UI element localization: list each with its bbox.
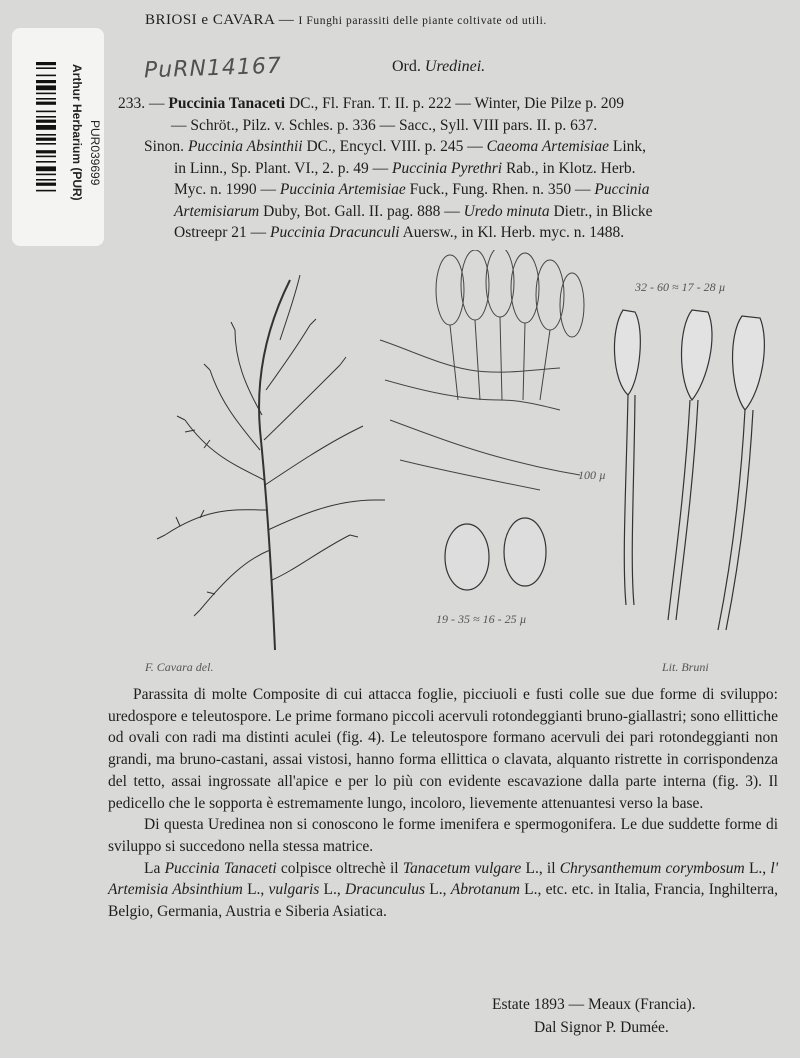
- synonym-name: Puccinia Pyrethri: [392, 159, 503, 177]
- taxon-name: Abrotanum: [450, 881, 520, 899]
- barcode-bar: [36, 143, 56, 145]
- synonym-line-2: [118, 158, 758, 180]
- barcode-bar: [36, 138, 56, 141]
- running-head: [145, 12, 765, 29]
- barcode-bar: [36, 85, 56, 90]
- synonym-name: Uredo minuta: [463, 202, 550, 220]
- herbarium-name: Arthur Herbarium (PUR): [70, 64, 84, 201]
- barcode-bar: [36, 134, 56, 136]
- text-run: L., il: [521, 859, 560, 877]
- barcode-bar: [36, 80, 56, 83]
- herbarium-label: [12, 28, 104, 246]
- synonym-label: Sinon.: [144, 138, 185, 155]
- uredospore-illustration: [445, 518, 546, 590]
- barcode-bar: [36, 67, 56, 69]
- synonym-name: Puccinia: [594, 181, 650, 198]
- barcode-bar: [36, 183, 56, 186]
- synonym-name: Puccinia Absinthii: [187, 138, 303, 155]
- teleutospore-scale: 32 - 60 ≈ 17 - 28 µ: [635, 280, 726, 294]
- sorus-section-illustration: [380, 250, 584, 490]
- taxon-name: Puccinia Tanaceti: [164, 859, 277, 877]
- barcode-bar: [36, 116, 56, 118]
- barcode-bar: [36, 156, 56, 158]
- synonym-name: Caeoma Artemisiae: [486, 138, 609, 155]
- synonym-line-3: [118, 179, 758, 201]
- synonym-line-4: [118, 201, 758, 223]
- text-run: La: [144, 859, 165, 877]
- teleutospore-illustration: [614, 310, 764, 630]
- order-label: Ord.: [392, 58, 421, 75]
- entry-line-1: 233. — Puccinia Tanaceti DC., Fl. Fran. T. II. p. 222 — Winter, Die Pilze p. 209: [118, 95, 624, 112]
- synonym-line-5: [118, 222, 758, 244]
- barcode-bar: [36, 98, 56, 100]
- synonym-citation: in Linn., Sp. Plant. VI., 2. p. 49 —: [174, 159, 393, 177]
- taxon-name: Chrysanthemum corymbosum: [559, 859, 745, 877]
- species-name: Puccinia Tanaceti: [168, 95, 286, 112]
- text-run: L., etc. etc. in Italia, Francia, Inghilterra, Belgio, Germania, Austria e Siberia Asiatica.: [108, 881, 779, 921]
- synonym-citation: Link,: [609, 138, 647, 155]
- text-run: L.,: [319, 881, 345, 899]
- taxon-name: l' Artemisia Absinthium: [108, 859, 779, 899]
- barcode-bar: [36, 62, 56, 65]
- synonym-citation: Auersw., in Kl. Herb. myc. n. 1488.: [399, 224, 625, 241]
- synonym-name: Puccinia Dracunculi: [270, 224, 400, 241]
- uredospore-scale: 19 - 35 ≈ 16 - 25 µ: [436, 612, 527, 626]
- text-run: L.,: [425, 881, 451, 899]
- barcode-bar: [36, 166, 56, 171]
- citation-1: DC., Fl. Fran. T. II. p. 222 — Winter, Die Pilze p. 209: [288, 95, 624, 112]
- taxon-name: Dracunculus: [345, 881, 426, 899]
- barcode-bar: [36, 150, 56, 153]
- synonym-citation: Ostreepr 21 —: [174, 224, 270, 241]
- printer-credit: Lit. Bruni: [662, 660, 709, 674]
- synonym-line-1: [118, 136, 758, 158]
- handwritten-accession: PuRN14167: [143, 53, 283, 84]
- synonym-citation: Dietr., in Blicke: [549, 202, 653, 220]
- synonym-citation: DC., Encycl. VIII. p. 245 —: [302, 138, 487, 155]
- barcode-bar: [36, 75, 56, 77]
- text-run: colpisce oltrechè il: [276, 859, 403, 877]
- collection-date-place: Estate 1893 — Meaux (Francia).: [492, 996, 696, 1013]
- book-title: I Funghi parassiti delle piante coltivate od utili.: [298, 15, 547, 27]
- synonym-citation: Fuck., Fung. Rhen. n. 350 —: [405, 181, 595, 198]
- synonym-name: Artemisiarum: [174, 202, 260, 220]
- species-entry: [118, 93, 758, 244]
- barcode-image: [36, 62, 56, 232]
- description-paragraph-3: [108, 858, 778, 923]
- synonym-citation: Duby, Bot. Gall. II. pag. 888 —: [259, 202, 464, 220]
- barcode-bar: [36, 120, 56, 123]
- barcode-bar: [36, 179, 56, 181]
- text-run: L.,: [744, 859, 771, 877]
- dash: —: [278, 12, 295, 28]
- order-name: Uredinei.: [424, 58, 486, 75]
- taxon-name: vulgaris: [268, 881, 320, 899]
- artist-credit: F. Cavara del.: [145, 660, 214, 674]
- synonym-name: Puccinia Artemisiae: [279, 181, 406, 198]
- barcode-number: PUR039699: [88, 120, 102, 186]
- entry-number: 233.: [118, 95, 146, 112]
- collection-info: [492, 993, 696, 1039]
- synonym-citation: Myc. n. 1990 —: [174, 181, 280, 198]
- synonym-citation: Rab., in Klotz. Herb.: [502, 159, 636, 177]
- barcode-bar: [36, 174, 56, 176]
- illustration-plate: [140, 250, 780, 674]
- barcode-bar: [36, 93, 56, 95]
- text-run: L.,: [242, 881, 269, 899]
- description-paragraph-1: Parassita di molte Composite di cui attacca foglie, picciuoli e fusti colle sue due forme di sviluppo: uredospore e teleutospore. Le prime formano piccoli acervuli rotondeggianti bruno-giallastri; sono ellittiche od ovali con radi ma distinti aculei (fig. 4). Le teleutospore formano acervuli dei pari rotondeggianti non grandi, ma bruno-castani, assai vistosi, hanno forma ellittica o clavata, alquanto ristrette in corrispondenza del tetto, assai ingrossate all'apice e per lo più con evidente escavazione dalla parte interna (fig. 3). Il pedicello che le sopporta è estremamente lungo, incoloro, lievemente attenuantesi verso la base.: [108, 686, 778, 812]
- section-scale: 100 µ: [578, 468, 606, 482]
- plate-drawing: [140, 250, 780, 670]
- leaf-illustration: [157, 275, 385, 650]
- entry-line-2: — Schröt., Pilz. v. Schles. p. 336 — Sacc., Syll. VIII pars. II. p. 637.: [171, 116, 598, 134]
- barcode-bar: [36, 125, 56, 130]
- authors: BRIOSI e CAVARA: [145, 12, 275, 28]
- taxon-name: Tanacetum vulgare: [402, 859, 522, 877]
- description-paragraph-2: Di questa Uredinea non si conoscono le forme imenifera e spermogonifera. Le due suddette forme di sviluppo si succedono nella stessa matrice.: [108, 816, 778, 855]
- barcode-bar: [36, 111, 56, 113]
- barcode-bar: [36, 161, 56, 163]
- order-heading: [392, 58, 485, 76]
- barcode-bar: [36, 102, 56, 105]
- collector: Dal Signor P. Dumée.: [534, 1019, 669, 1036]
- description-text: [108, 684, 778, 923]
- barcode-bar: [36, 190, 56, 192]
